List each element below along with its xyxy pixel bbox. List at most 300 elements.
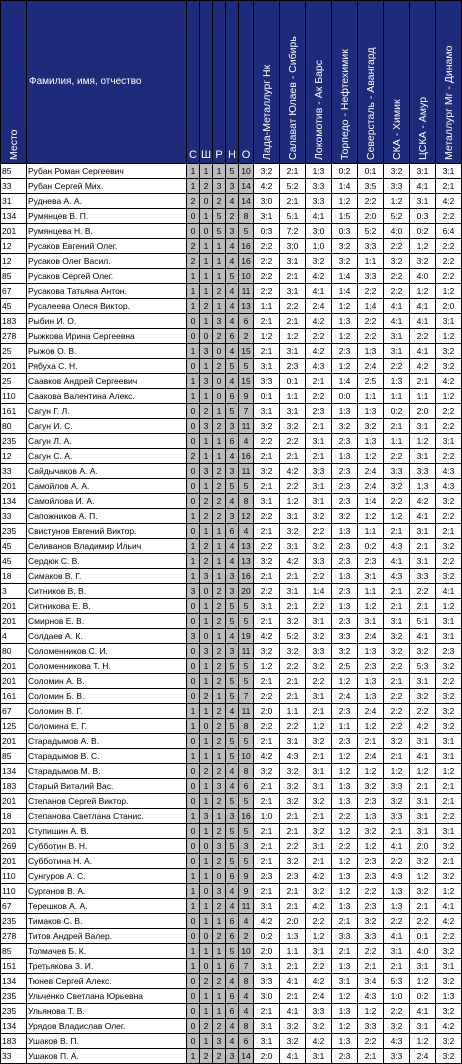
score-cell: 1:2 <box>384 509 410 524</box>
score-cell: 3:3 <box>306 554 332 569</box>
score-cell: 2:1 <box>436 779 462 794</box>
stat-cell: 2 <box>213 659 226 674</box>
place-cell: 18 <box>1 809 27 824</box>
stat-cell: 2 <box>213 704 226 719</box>
stat-cell: 3 <box>213 314 226 329</box>
stat-cell: 1 <box>200 914 213 929</box>
score-cell: 2:3 <box>332 494 358 509</box>
score-cell: 3:2 <box>358 779 384 794</box>
score-cell: 1:2 <box>332 674 358 689</box>
score-cell: 3:2 <box>384 629 410 644</box>
stat-cell: 1 <box>200 869 213 884</box>
score-cell: 1:2 <box>410 764 436 779</box>
stat-cell: 5 <box>239 599 254 614</box>
stat-cell: 1 <box>187 389 200 404</box>
score-cell: 1:4 <box>358 299 384 314</box>
score-cell: 2:1 <box>280 674 306 689</box>
score-cell: 2:2 <box>384 659 410 674</box>
place-cell: 85 <box>1 944 27 959</box>
stat-cell: 2 <box>200 494 213 509</box>
score-cell: 3:0 <box>306 224 332 239</box>
stat-cell: 0 <box>187 689 200 704</box>
stat-cell: 16 <box>239 809 254 824</box>
stat-cell: 15 <box>239 344 254 359</box>
score-cell: 3:1 <box>358 614 384 629</box>
score-cell: 1:4 <box>358 494 384 509</box>
score-cell: 2:1 <box>254 614 280 629</box>
score-cell: 2:1 <box>410 599 436 614</box>
place-cell: 201 <box>1 674 27 689</box>
score-cell: 3:1 <box>384 614 410 629</box>
stat-cell: 0 <box>200 959 213 974</box>
score-cell: 1:2 <box>410 284 436 299</box>
table-row <box>1 419 462 434</box>
name-cell: Смирнов Е. В. <box>27 614 187 629</box>
place-cell: 278 <box>1 929 27 944</box>
table-row <box>1 434 462 449</box>
score-cell: 1:3 <box>436 989 462 1004</box>
stat-cell: 4 <box>226 779 239 794</box>
place-cell: 183 <box>1 1034 27 1049</box>
name-cell: Сайдычаков А. А. <box>27 464 187 479</box>
stat-cell: 3 <box>200 344 213 359</box>
table-row <box>1 764 462 779</box>
score-cell: 2:4 <box>358 464 384 479</box>
score-cell: 3:2 <box>436 1034 462 1049</box>
stat-cell: 1 <box>213 689 226 704</box>
stat-cell: 0 <box>200 839 213 854</box>
stat-cell: 0 <box>187 839 200 854</box>
stat-cell: 12 <box>239 509 254 524</box>
score-cell: 3:2 <box>306 629 332 644</box>
score-cell: 2:2 <box>436 209 462 224</box>
stat-cell: 16 <box>239 254 254 269</box>
score-cell: 4:2 <box>280 464 306 479</box>
stat-cell: 1 <box>187 164 200 179</box>
score-cell: 2:3 <box>332 479 358 494</box>
stat-cell: 11 <box>239 464 254 479</box>
stat-cell: 6 <box>239 314 254 329</box>
stat-cell: 1 <box>200 359 213 374</box>
stat-cell: 4 <box>226 704 239 719</box>
score-cell: 2:2 <box>384 704 410 719</box>
score-cell: 3:1 <box>436 314 462 329</box>
score-cell: 2:1 <box>436 179 462 194</box>
stat-cell: 16 <box>239 239 254 254</box>
stat-cell: 4 <box>226 1019 239 1034</box>
score-cell: 2:3 <box>358 554 384 569</box>
place-cell: 45 <box>1 554 27 569</box>
stat-cell: 3 <box>226 644 239 659</box>
score-cell: 4:1 <box>306 284 332 299</box>
score-cell: 3:1 <box>384 344 410 359</box>
place-cell: 151 <box>1 959 27 974</box>
score-cell: 1:1 <box>384 389 410 404</box>
score-cell: 3:2 <box>436 944 462 959</box>
score-cell: 2:0 <box>358 209 384 224</box>
stat-cell: 6 <box>226 434 239 449</box>
score-cell: 7:2 <box>280 224 306 239</box>
stat-cell: 2 <box>239 329 254 344</box>
score-cell: 4:2 <box>306 974 332 989</box>
stat-cell: 0 <box>187 824 200 839</box>
place-cell: 134 <box>1 764 27 779</box>
score-cell: 3:1 <box>306 764 332 779</box>
score-cell: 1:3 <box>280 929 306 944</box>
stat-cell: 7 <box>239 404 254 419</box>
score-cell: 3:1 <box>436 824 462 839</box>
stat-cell: 4 <box>226 239 239 254</box>
stat-cell: 1 <box>200 239 213 254</box>
place-cell: 201 <box>1 824 27 839</box>
score-cell: 2:2 <box>254 434 280 449</box>
score-cell: 3:2 <box>384 164 410 179</box>
score-cell: 2:4 <box>358 479 384 494</box>
stat-cell: 10 <box>239 944 254 959</box>
table-row <box>1 1019 462 1034</box>
table-row <box>1 194 462 209</box>
score-cell: 3:3 <box>306 194 332 209</box>
score-cell: 2:1 <box>306 374 332 389</box>
score-cell: 4:2 <box>280 554 306 569</box>
score-cell: 2:2 <box>306 524 332 539</box>
name-cell: Русаков Олег Васил. <box>27 254 187 269</box>
place-cell: 85 <box>1 164 27 179</box>
score-cell: 3:0 <box>280 239 306 254</box>
score-cell: 2:3 <box>332 464 358 479</box>
stat-cell: 0 <box>187 674 200 689</box>
score-cell: 5:2 <box>358 224 384 239</box>
score-cell: 3:2 <box>254 764 280 779</box>
stat-cell: 1 <box>213 254 226 269</box>
score-cell: 3:1 <box>254 359 280 374</box>
stat-cell: 2 <box>213 899 226 914</box>
stat-cell: 9 <box>239 884 254 899</box>
score-cell: 2:2 <box>436 554 462 569</box>
score-cell: 2:1 <box>254 449 280 464</box>
table-row <box>1 1049 462 1064</box>
stat-cell: 1 <box>187 554 200 569</box>
stat-cell: 2 <box>213 614 226 629</box>
stat-cell: 0 <box>187 929 200 944</box>
stat-cell: 5 <box>226 479 239 494</box>
score-cell: 0:2 <box>410 989 436 1004</box>
score-cell: 3:2 <box>436 494 462 509</box>
name-cell: Сапожников А. П. <box>27 509 187 524</box>
score-cell: 1:4 <box>332 284 358 299</box>
score-cell: 2:2 <box>306 914 332 929</box>
place-cell: 85 <box>1 749 27 764</box>
score-cell: 2:1 <box>306 704 332 719</box>
stat-cell: 4 <box>226 494 239 509</box>
score-cell: 1:3 <box>358 434 384 449</box>
score-cell: 1:2 <box>358 599 384 614</box>
stat-cell: 4 <box>226 449 239 464</box>
table-row <box>1 1004 462 1019</box>
score-cell: 1:1 <box>280 704 306 719</box>
score-cell: 3:1 <box>410 959 436 974</box>
score-cell: 1:3 <box>358 644 384 659</box>
stat-cell: 3 <box>226 809 239 824</box>
score-cell: 2:2 <box>410 914 436 929</box>
score-cell: 3:2 <box>254 554 280 569</box>
place-cell: 67 <box>1 284 27 299</box>
place-cell: 25 <box>1 344 27 359</box>
score-cell: 0:3 <box>410 209 436 224</box>
table-row <box>1 869 462 884</box>
score-cell: 2:1 <box>280 899 306 914</box>
score-cell: 3:2 <box>436 839 462 854</box>
table-row <box>1 629 462 644</box>
score-cell: 0:1 <box>358 164 384 179</box>
score-cell: 2:2 <box>384 494 410 509</box>
score-cell: 2:3 <box>358 659 384 674</box>
stat-cell: 3 <box>187 629 200 644</box>
stat-cell: 5 <box>226 719 239 734</box>
stat-cell: 2 <box>213 479 226 494</box>
score-cell: 3:3 <box>384 1049 410 1064</box>
score-cell: 0:3 <box>332 224 358 239</box>
score-cell: 6:4 <box>436 224 462 239</box>
score-cell: 2:1 <box>280 449 306 464</box>
score-cell: 1:3 <box>358 404 384 419</box>
score-cell: 4:1 <box>384 839 410 854</box>
score-cell: 1:3 <box>410 479 436 494</box>
score-cell: 3:1 <box>436 749 462 764</box>
stat-cell: 11 <box>239 284 254 299</box>
score-cell: 2:2 <box>410 329 436 344</box>
name-cell: Рябуха С. Н. <box>27 359 187 374</box>
score-cell: 2:1 <box>254 344 280 359</box>
score-cell: 3:2 <box>436 1049 462 1064</box>
stat-cell: 0 <box>200 194 213 209</box>
score-cell: 2:3 <box>306 404 332 419</box>
stat-cell: 4 <box>226 539 239 554</box>
score-cell: 2:1 <box>410 779 436 794</box>
table-row <box>1 284 462 299</box>
stat-cell: 4 <box>226 299 239 314</box>
score-cell: 3:1 <box>280 539 306 554</box>
score-cell: 3:3 <box>332 629 358 644</box>
header-name: Фамилия, имя, отчество <box>27 1 187 164</box>
stat-cell: 5 <box>226 269 239 284</box>
table-row <box>1 224 462 239</box>
stat-cell: 2 <box>213 674 226 689</box>
header-match: Лада-Металлург Нк <box>254 1 280 164</box>
stat-cell: 2 <box>213 974 226 989</box>
stat-cell: 11 <box>239 704 254 719</box>
score-cell: 3:3 <box>306 644 332 659</box>
place-cell: 12 <box>1 239 27 254</box>
stat-cell: 1 <box>187 944 200 959</box>
score-cell: 3:2 <box>332 254 358 269</box>
score-cell: 4:3 <box>306 359 332 374</box>
score-cell: 4:2 <box>436 1019 462 1034</box>
score-cell: 3:2 <box>384 1019 410 1034</box>
name-cell: Ушаков В. П. <box>27 1034 187 1049</box>
score-cell: 2:1 <box>280 689 306 704</box>
stat-cell: 0 <box>187 1034 200 1049</box>
score-cell: 2:2 <box>306 599 332 614</box>
place-cell: 3 <box>1 584 27 599</box>
table-row <box>1 569 462 584</box>
score-cell: 2:1 <box>254 884 280 899</box>
score-cell: 2:1 <box>410 539 436 554</box>
score-cell: 0:2 <box>384 404 410 419</box>
score-cell: 2:4 <box>358 749 384 764</box>
stat-cell: 1 <box>200 1034 213 1049</box>
score-cell: 3:1 <box>410 824 436 839</box>
stat-cell: 1 <box>200 269 213 284</box>
score-cell: 1:3 <box>332 449 358 464</box>
header-stat: Ш <box>200 1 213 164</box>
stat-cell: 0 <box>200 629 213 644</box>
score-cell: 5:2 <box>280 629 306 644</box>
score-cell: 2:3 <box>332 614 358 629</box>
name-cell: Румянцева Н. В. <box>27 224 187 239</box>
stat-cell: 1 <box>200 479 213 494</box>
score-cell: 4:1 <box>410 179 436 194</box>
place-cell: 45 <box>1 539 27 554</box>
stat-cell: 1 <box>187 869 200 884</box>
name-cell: Субботина Н. А. <box>27 854 187 869</box>
table-row <box>1 944 462 959</box>
score-cell: 3:2 <box>358 914 384 929</box>
table-row <box>1 164 462 179</box>
score-cell: 1:3 <box>384 884 410 899</box>
score-cell: 2:2 <box>436 674 462 689</box>
score-cell: 2:2 <box>280 719 306 734</box>
stat-cell: 1 <box>213 164 226 179</box>
name-cell: Ульянова Т. В. <box>27 1004 187 1019</box>
score-cell: 2:2 <box>358 314 384 329</box>
score-cell: 1:3 <box>332 314 358 329</box>
stat-cell: 1 <box>187 374 200 389</box>
stat-cell: 3 <box>213 179 226 194</box>
score-cell: 3:3 <box>358 239 384 254</box>
score-cell: 3:2 <box>384 734 410 749</box>
score-cell: 3:3 <box>332 929 358 944</box>
stat-cell: 5 <box>226 854 239 869</box>
score-cell: 3:2 <box>280 794 306 809</box>
table-row <box>1 179 462 194</box>
stat-cell: 6 <box>226 929 239 944</box>
name-cell: Соломенников С. И. <box>27 644 187 659</box>
score-cell: 2:2 <box>410 584 436 599</box>
stat-cell: 20 <box>239 584 254 599</box>
score-cell: 3:2 <box>280 644 306 659</box>
stat-cell: 5 <box>226 689 239 704</box>
table-row <box>1 269 462 284</box>
place-cell: 235 <box>1 434 27 449</box>
stat-cell: 3 <box>200 374 213 389</box>
place-cell: 201 <box>1 659 27 674</box>
score-cell: 1:2 <box>332 194 358 209</box>
stat-cell: 1 <box>200 164 213 179</box>
score-cell: 2:2 <box>358 329 384 344</box>
stat-cell: 5 <box>239 824 254 839</box>
stat-cell: 5 <box>226 734 239 749</box>
place-cell: 278 <box>1 329 27 344</box>
score-cell: 1:2 <box>332 329 358 344</box>
place-cell: 183 <box>1 314 27 329</box>
stat-cell: 4 <box>239 524 254 539</box>
stat-cell: 2 <box>213 359 226 374</box>
name-cell: Терешков А. А. <box>27 899 187 914</box>
stat-cell: 6 <box>226 329 239 344</box>
score-cell: 1:2 <box>358 719 384 734</box>
score-cell: 1:3 <box>358 809 384 824</box>
score-cell: 0:1 <box>280 374 306 389</box>
stat-cell: 0 <box>200 329 213 344</box>
stat-cell: 0 <box>200 884 213 899</box>
score-cell: 2:2 <box>306 959 332 974</box>
stat-cell: 2 <box>200 974 213 989</box>
score-cell: 3:3 <box>254 374 280 389</box>
score-cell: 3:1 <box>410 164 436 179</box>
score-cell: 0:1 <box>254 389 280 404</box>
stat-cell: 4 <box>226 899 239 914</box>
score-cell: 2:2 <box>436 509 462 524</box>
score-cell: 3:2 <box>410 254 436 269</box>
table-row <box>1 389 462 404</box>
score-cell: 2:4 <box>306 989 332 1004</box>
score-cell: 1:2 <box>332 854 358 869</box>
score-cell: 2:3 <box>332 1049 358 1064</box>
name-cell: Рыжов О. В. <box>27 344 187 359</box>
name-cell: Русаков Евгений Олег. <box>27 239 187 254</box>
stat-cell: 0 <box>187 224 200 239</box>
score-cell: 3:2 <box>436 539 462 554</box>
place-cell: 125 <box>1 719 27 734</box>
stat-cell: 3 <box>226 179 239 194</box>
score-cell: 0:2 <box>332 164 358 179</box>
table-row <box>1 809 462 824</box>
table-row <box>1 254 462 269</box>
score-cell: 1:1 <box>358 584 384 599</box>
stat-cell: 11 <box>239 644 254 659</box>
stat-cell: 0 <box>200 224 213 239</box>
score-cell: 4:1 <box>410 344 436 359</box>
stat-cell: 10 <box>239 269 254 284</box>
stat-cell: 4 <box>239 914 254 929</box>
stat-cell: 1 <box>200 659 213 674</box>
score-cell: 3:1 <box>436 434 462 449</box>
stat-cell: 1 <box>213 1004 226 1019</box>
score-cell: 3:2 <box>280 524 306 539</box>
stat-cell: 11 <box>239 419 254 434</box>
score-cell: 3:2 <box>384 479 410 494</box>
name-cell: Селиванов Владимир Ильич <box>27 539 187 554</box>
place-cell: 235 <box>1 524 27 539</box>
score-cell: 3:1 <box>410 794 436 809</box>
score-cell: 4:1 <box>436 584 462 599</box>
score-cell: 3:2 <box>436 869 462 884</box>
score-cell: 3:1 <box>306 1049 332 1064</box>
stat-cell: 5 <box>213 224 226 239</box>
stat-cell: 2 <box>213 929 226 944</box>
header-match: СКА - Химик <box>384 1 410 164</box>
table-row <box>1 854 462 869</box>
score-cell: 1:2 <box>254 659 280 674</box>
table-row <box>1 914 462 929</box>
score-cell: 2:0 <box>254 704 280 719</box>
score-cell: 1:2 <box>254 329 280 344</box>
table-row <box>1 209 462 224</box>
stat-cell: 13 <box>239 539 254 554</box>
score-cell: 3:2 <box>436 569 462 584</box>
score-cell: 1:2 <box>358 509 384 524</box>
